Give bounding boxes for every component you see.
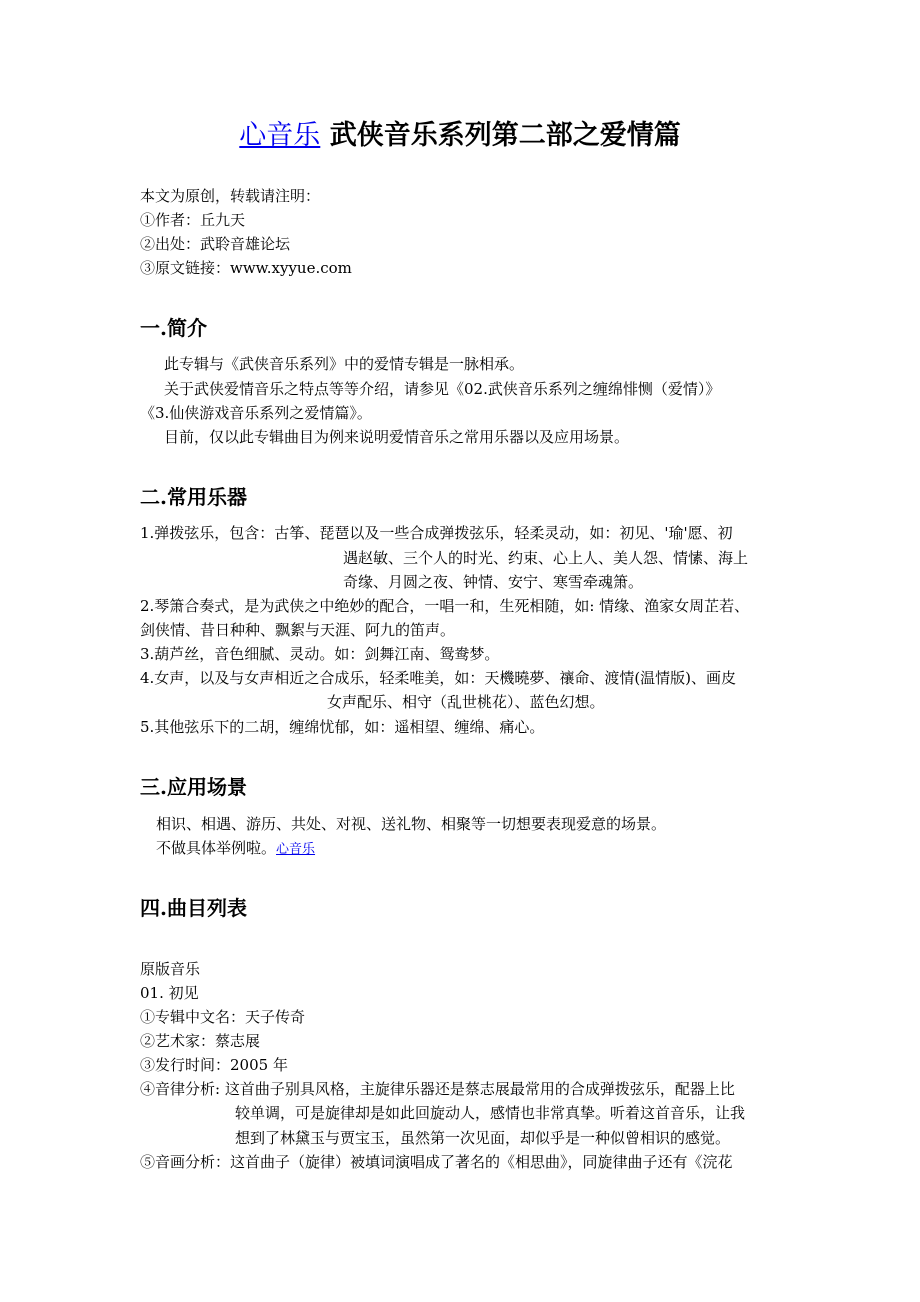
section-1-paragraph-2a: 关于武侠爱情音乐之特点等等介绍，请参见《02.武侠音乐系列之缠绵悱恻（爱情）》 bbox=[164, 380, 721, 398]
section-3-paragraph-2-text: 不做具体举例啦。 bbox=[156, 839, 277, 857]
instrument-1-line-3: 奇缘、月圆之夜、钟情、安宁、寒雪牵魂箫。 bbox=[343, 573, 644, 591]
section-2-heading: 二.常用乐器 bbox=[140, 485, 247, 509]
track-01-imagery: ⑤音画分析：这首曲子（旋律）被填词演唱成了著名的《相思曲》，同旋律曲子还有《浣花 bbox=[140, 1153, 733, 1171]
notice-line-1: 本文为原创，转载请注明： bbox=[140, 187, 321, 205]
instrument-1-line-2: 遇赵敏、三个人的时光、约束、心上人、美人怨、情愫、海上 bbox=[343, 549, 749, 567]
document-title bbox=[0, 116, 920, 156]
title-text: 武侠音乐系列第二部之爱情篇 bbox=[329, 120, 681, 151]
xinyinyue-link[interactable]: 心音乐 bbox=[276, 842, 316, 857]
instrument-4-line-1: 4.女声，以及与女声相近之合成乐，轻柔唯美，如：天機曉夢、禳命、渡情(温情版)、画皮 bbox=[140, 669, 737, 687]
instrument-2-line-2: 剑侠情、昔日种种、飘絮与天涯、阿九的笛声。 bbox=[140, 621, 456, 639]
track-01-album: ①专辑中文名：天子传奇 bbox=[140, 1008, 306, 1026]
section-1-paragraph-1: 此专辑与《武侠音乐系列》中的爱情专辑是一脉相承。 bbox=[164, 355, 525, 373]
track-01-analysis-line-2: 较单调，可是旋律却是如此回旋动人，感情也非常真挚。听着这首音乐，让我 bbox=[235, 1104, 746, 1122]
track-01-title: 01. 初见 bbox=[140, 984, 199, 1002]
instrument-1-line-1: 1.弹拨弦乐，包含：古筝、琵琶以及一些合成弹拨弦乐，轻柔灵动，如：初见、'瑜'愿、初 bbox=[140, 524, 733, 542]
notice-line-3: ②出处：武聆音雄论坛 bbox=[140, 235, 291, 253]
section-3-paragraph-2 bbox=[156, 836, 315, 862]
notice-line-4: ③原文链接：www.xyyue.com bbox=[140, 259, 352, 277]
section-4-heading: 四.曲目列表 bbox=[140, 896, 247, 920]
section-1-paragraph-2b: 《3.仙侠游戏音乐系列之爱情篇》。 bbox=[140, 404, 372, 422]
section-3-paragraph-1: 相识、相遇、游历、共处、对视、送礼物、相聚等一切想要表现爱意的场景。 bbox=[156, 815, 667, 833]
notice-line-2: ①作者：丘九天 bbox=[140, 211, 246, 229]
section-1-heading: 一.简介 bbox=[140, 316, 207, 340]
track-01-artist: ②艺术家：蔡志展 bbox=[140, 1032, 261, 1050]
title-link[interactable]: 心音乐 bbox=[239, 120, 321, 151]
tracklist-label: 原版音乐 bbox=[140, 960, 201, 978]
instrument-4-line-2: 女声配乐、相守（乱世桃花）、蓝色幻想。 bbox=[327, 693, 605, 711]
section-1-paragraph-3: 目前，仅以此专辑曲目为例来说明爱情音乐之常用乐器以及应用场景。 bbox=[164, 428, 630, 446]
track-01-analysis-line-1: ④音律分析: 这首曲子别具风格，主旋律乐器还是蔡志展最常用的合成弹拨弦乐，配器上比 bbox=[140, 1080, 735, 1098]
instrument-5: 5.其他弦乐下的二胡，缠绵忧郁，如：遥相望、缠绵、痛心。 bbox=[140, 718, 545, 736]
track-01-release: ③发行时间：2005 年 bbox=[140, 1056, 288, 1074]
instrument-2-line-1: 2.琴箫合奏式，是为武侠之中绝妙的配合，一唱一和，生死相随，如: 情缘、渔家女周芷若、 bbox=[140, 597, 750, 615]
instrument-3: 3.葫芦丝，音色细腻、灵动。如：剑舞江南、鸳鸯梦。 bbox=[140, 645, 500, 663]
section-3-heading: 三.应用场景 bbox=[140, 775, 247, 799]
track-01-analysis-line-3: 想到了林黛玉与贾宝玉，虽然第一次见面，却似乎是一种似曾相识的感觉。 bbox=[235, 1129, 731, 1147]
